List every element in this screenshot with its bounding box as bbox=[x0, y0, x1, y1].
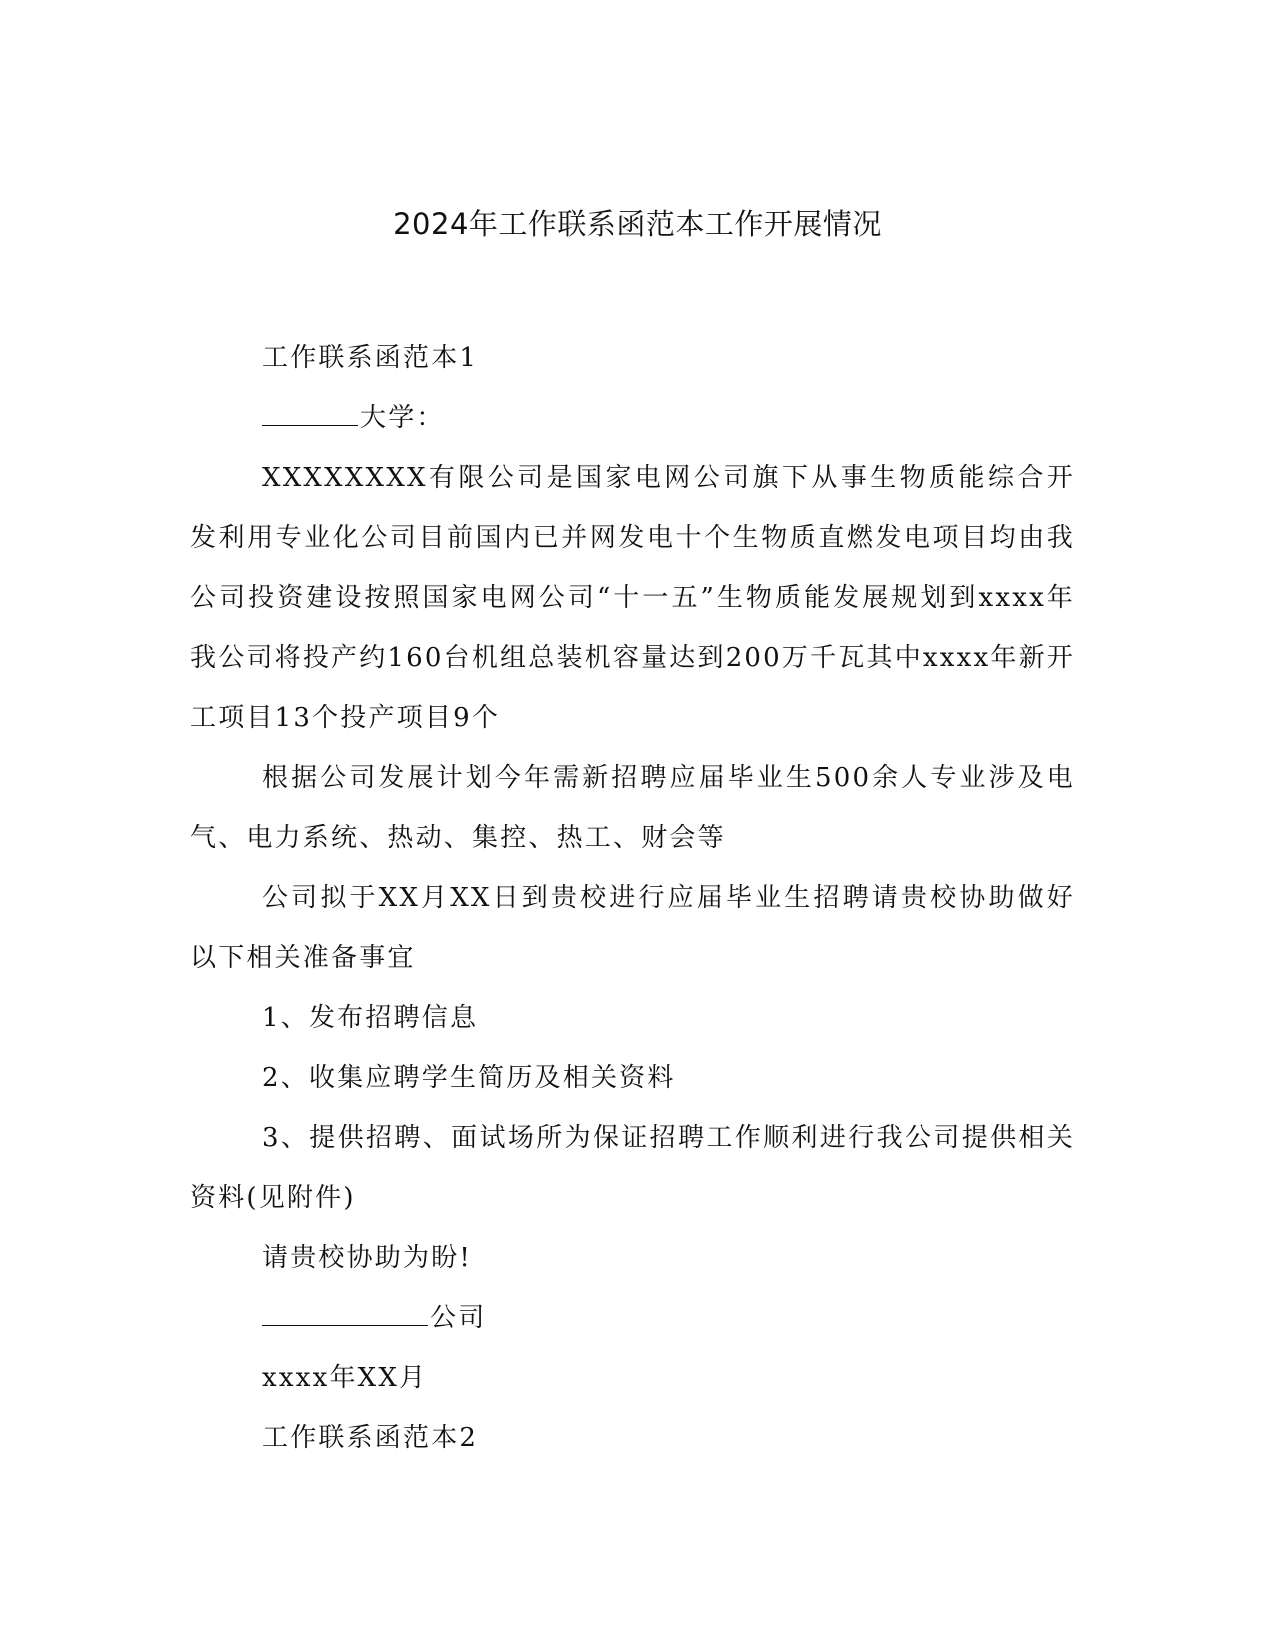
closing-line: 请贵校协助为盼! bbox=[262, 1243, 473, 1273]
salutation-blank-line bbox=[262, 399, 358, 426]
document-body bbox=[190, 328, 1075, 1468]
document-title: 2024年工作联系函范本工作开展情况 bbox=[393, 207, 882, 241]
date-line: xxxx年XX月 bbox=[262, 1363, 428, 1393]
signature bbox=[190, 1288, 1075, 1348]
list-item-2: 2、收集应聘学生简历及相关资料 bbox=[262, 1063, 676, 1093]
salutation bbox=[190, 388, 1075, 448]
paragraph-hiring-plan: 根据公司发展计划今年需新招聘应届毕业生500余人专业涉及电气、电力系统、热动、集控、热工、财会等 bbox=[190, 763, 1075, 853]
signature-text: 公司 bbox=[430, 1303, 487, 1333]
paragraph-visit: 公司拟于XX月XX日到贵校进行应届毕业生招聘请贵校协助做好以下相关准备事宜 bbox=[190, 883, 1075, 973]
salutation-text: 大学： bbox=[360, 403, 445, 433]
sample2-heading: 工作联系函范本2 bbox=[262, 1423, 479, 1453]
list-item-1: 1、发布招聘信息 bbox=[262, 1003, 479, 1033]
sample1-heading: 工作联系函范本1 bbox=[262, 343, 479, 373]
list-item-3: 3、提供招聘、面试场所为保证招聘工作顺利进行我公司提供相关资料(见附件) bbox=[190, 1123, 1075, 1213]
signature-blank-line bbox=[262, 1299, 428, 1326]
paragraph-intro: XXXXXXXX有限公司是国家电网公司旗下从事生物质能综合开发利用专业化公司目前国内已并网发电十个生物质直燃发电项目均由我公司投资建设按照国家电网公司“十一五”生物质能发展规划到xxxx年我公司将投产约160台机组总装机容量达到200万千瓦其中xxxx年新开工项目13个投产项目9个 bbox=[190, 463, 1075, 733]
